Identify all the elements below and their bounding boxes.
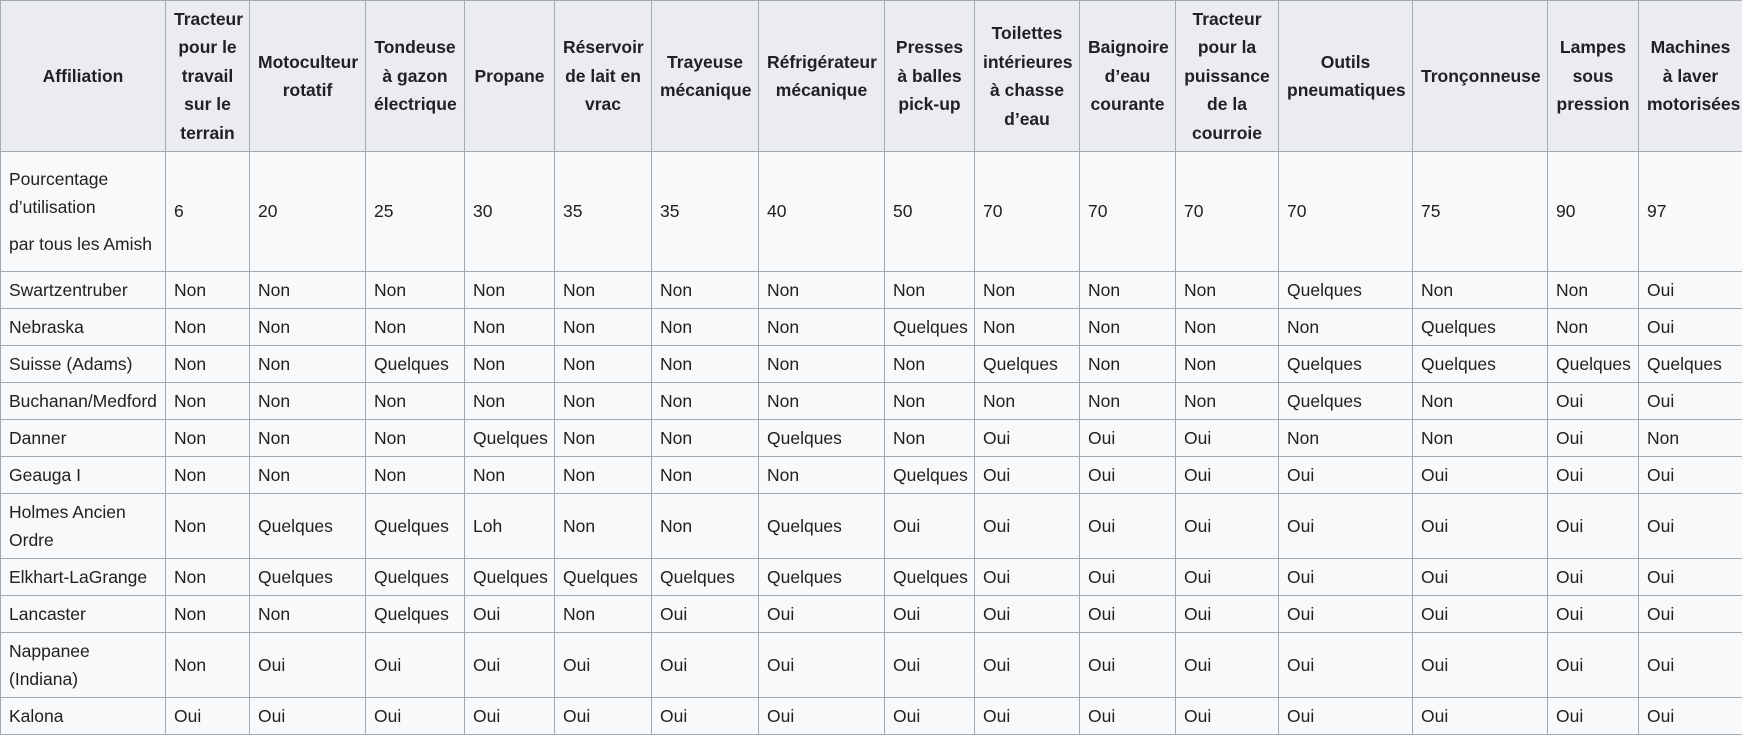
value-cell: Oui	[465, 633, 555, 698]
value-cell: Quelques	[250, 494, 366, 559]
affiliation-cell: Lancaster	[1, 596, 166, 633]
percentage-value: 70	[1176, 152, 1279, 272]
value-cell: Non	[1176, 346, 1279, 383]
header-cell: Tracteur pour la puissance de la courroie	[1176, 1, 1279, 152]
value-cell: Non	[555, 457, 652, 494]
value-cell: Non	[250, 420, 366, 457]
value-cell: Non	[555, 420, 652, 457]
value-cell: Quelques	[759, 494, 885, 559]
value-cell: Oui	[975, 420, 1080, 457]
affiliation-cell: Nappanee (Indiana)	[1, 633, 166, 698]
value-cell: Oui	[1279, 633, 1413, 698]
value-cell: Oui	[1639, 457, 1742, 494]
percentage-value: 30	[465, 152, 555, 272]
percentage-value: 75	[1413, 152, 1548, 272]
value-cell: Oui	[1080, 633, 1176, 698]
percentage-label-line2: par tous les Amish	[9, 230, 157, 259]
value-cell: Non	[465, 457, 555, 494]
affiliation-cell: Holmes Ancien Ordre	[1, 494, 166, 559]
value-cell: Oui	[1548, 559, 1639, 596]
value-cell: Non	[1080, 272, 1176, 309]
value-cell: Quelques	[555, 559, 652, 596]
value-cell: Oui	[1080, 596, 1176, 633]
value-cell: Oui	[1639, 309, 1742, 346]
value-cell: Non	[555, 596, 652, 633]
value-cell: Oui	[652, 596, 759, 633]
value-cell: Non	[1413, 272, 1548, 309]
value-cell: Non	[1279, 309, 1413, 346]
value-cell: Oui	[1413, 494, 1548, 559]
value-cell: Oui	[1639, 494, 1742, 559]
value-cell: Non	[1176, 272, 1279, 309]
header-row	[1, 1, 1742, 152]
value-cell: Oui	[885, 596, 975, 633]
value-cell: Non	[555, 272, 652, 309]
value-cell: Oui	[975, 698, 1080, 735]
value-cell: Non	[1279, 420, 1413, 457]
value-cell: Quelques	[1413, 309, 1548, 346]
percentage-value: 70	[975, 152, 1080, 272]
value-cell: Quelques	[366, 346, 465, 383]
value-cell: Non	[555, 346, 652, 383]
value-cell: Oui	[1548, 494, 1639, 559]
value-cell: Quelques	[1279, 383, 1413, 420]
value-cell: Non	[166, 596, 250, 633]
affiliation-cell: Geauga I	[1, 457, 166, 494]
value-cell: Non	[1080, 346, 1176, 383]
value-cell: Non	[885, 346, 975, 383]
value-cell: Oui	[759, 698, 885, 735]
value-cell: Oui	[1413, 633, 1548, 698]
value-cell: Oui	[759, 596, 885, 633]
value-cell: Quelques	[975, 346, 1080, 383]
affiliation-cell: Kalona	[1, 698, 166, 735]
value-cell: Oui	[1639, 383, 1742, 420]
value-cell: Oui	[1080, 457, 1176, 494]
value-cell: Oui	[1548, 383, 1639, 420]
value-cell: Non	[1548, 272, 1639, 309]
value-cell: Oui	[975, 457, 1080, 494]
value-cell: Oui	[1639, 633, 1742, 698]
value-cell: Oui	[1548, 457, 1639, 494]
value-cell: Non	[166, 420, 250, 457]
value-cell: Quelques	[652, 559, 759, 596]
value-cell: Non	[166, 346, 250, 383]
value-cell: Oui	[975, 559, 1080, 596]
value-cell: Non	[166, 309, 250, 346]
header-cell: Toilettes intérieures à chasse d’eau	[975, 1, 1080, 152]
value-cell: Oui	[465, 698, 555, 735]
value-cell: Oui	[1548, 596, 1639, 633]
value-cell: Oui	[885, 633, 975, 698]
value-cell: Oui	[885, 698, 975, 735]
value-cell: Non	[166, 272, 250, 309]
value-cell: Non	[366, 457, 465, 494]
value-cell: Oui	[250, 698, 366, 735]
value-cell: Oui	[1176, 698, 1279, 735]
value-cell: Non	[250, 272, 366, 309]
value-cell: Oui	[1639, 272, 1742, 309]
value-cell: Non	[1639, 420, 1742, 457]
value-cell: Non	[759, 346, 885, 383]
value-cell: Non	[885, 420, 975, 457]
value-cell: Quelques	[885, 559, 975, 596]
value-cell: Non	[1176, 383, 1279, 420]
table-body	[1, 152, 1742, 735]
value-cell: Non	[652, 457, 759, 494]
table-row	[1, 383, 1742, 420]
value-cell: Non	[366, 383, 465, 420]
value-cell: Oui	[1548, 633, 1639, 698]
value-cell: Quelques	[1548, 346, 1639, 383]
value-cell: Non	[250, 346, 366, 383]
percentage-row	[1, 152, 1742, 272]
value-cell: Non	[250, 309, 366, 346]
value-cell: Non	[465, 346, 555, 383]
value-cell: Non	[166, 457, 250, 494]
value-cell: Oui	[1176, 494, 1279, 559]
value-cell: Oui	[1279, 494, 1413, 559]
value-cell: Quelques	[885, 457, 975, 494]
value-cell: Oui	[1279, 596, 1413, 633]
value-cell: Non	[759, 457, 885, 494]
value-cell: Non	[250, 596, 366, 633]
value-cell: Oui	[1279, 559, 1413, 596]
value-cell: Oui	[1548, 420, 1639, 457]
value-cell: Quelques	[465, 420, 555, 457]
value-cell: Oui	[1176, 559, 1279, 596]
header-cell: Réservoir de lait en vrac	[555, 1, 652, 152]
value-cell: Non	[1548, 309, 1639, 346]
value-cell: Non	[555, 494, 652, 559]
value-cell: Oui	[975, 494, 1080, 559]
value-cell: Oui	[1413, 559, 1548, 596]
percentage-value: 25	[366, 152, 465, 272]
value-cell: Non	[366, 309, 465, 346]
value-cell: Non	[465, 272, 555, 309]
value-cell: Oui	[1080, 698, 1176, 735]
value-cell: Non	[759, 383, 885, 420]
header-cell: Tondeuse à gazon électrique	[366, 1, 465, 152]
table-row	[1, 346, 1742, 383]
value-cell: Non	[166, 633, 250, 698]
value-cell: Non	[975, 272, 1080, 309]
value-cell: Oui	[1639, 698, 1742, 735]
value-cell: Oui	[555, 633, 652, 698]
header-affiliation: Affiliation	[1, 1, 166, 152]
value-cell: Quelques	[1413, 346, 1548, 383]
value-cell: Oui	[1080, 494, 1176, 559]
value-cell: Oui	[1413, 698, 1548, 735]
value-cell: Non	[652, 494, 759, 559]
header-cell: Réfrigérateur mécanique	[759, 1, 885, 152]
value-cell: Non	[759, 272, 885, 309]
value-cell: Oui	[1413, 596, 1548, 633]
table-row	[1, 559, 1742, 596]
value-cell: Oui	[1548, 698, 1639, 735]
header-cell: Baignoire d’eau courante	[1080, 1, 1176, 152]
affiliation-cell: Swartzentruber	[1, 272, 166, 309]
value-cell: Non	[166, 559, 250, 596]
percentage-value: 50	[885, 152, 975, 272]
value-cell: Non	[166, 494, 250, 559]
value-cell: Non	[975, 309, 1080, 346]
value-cell: Quelques	[465, 559, 555, 596]
percentage-value: 40	[759, 152, 885, 272]
value-cell: Non	[1413, 420, 1548, 457]
value-cell: Oui	[652, 633, 759, 698]
percentage-value: 35	[555, 152, 652, 272]
percentage-value: 35	[652, 152, 759, 272]
value-cell: Oui	[1279, 698, 1413, 735]
value-cell: Non	[652, 272, 759, 309]
table-row	[1, 309, 1742, 346]
percentage-value: 97	[1639, 152, 1742, 272]
header-cell: Trayeuse mécanique	[652, 1, 759, 152]
header-cell: Tracteur pour le travail sur le terrain	[166, 1, 250, 152]
percentage-label-line1: Pourcentage d’utilisation	[9, 169, 108, 218]
value-cell: Oui	[1176, 633, 1279, 698]
value-cell: Non	[250, 457, 366, 494]
value-cell: Non	[1413, 383, 1548, 420]
value-cell: Oui	[555, 698, 652, 735]
table-row	[1, 633, 1742, 698]
value-cell: Non	[652, 346, 759, 383]
affiliation-cell: Danner	[1, 420, 166, 457]
value-cell: Oui	[1639, 559, 1742, 596]
value-cell: Loh	[465, 494, 555, 559]
value-cell: Non	[975, 383, 1080, 420]
value-cell: Oui	[885, 494, 975, 559]
table-row	[1, 596, 1742, 633]
value-cell: Oui	[1176, 420, 1279, 457]
value-cell: Non	[366, 420, 465, 457]
value-cell: Non	[166, 383, 250, 420]
value-cell: Oui	[1080, 420, 1176, 457]
value-cell: Quelques	[366, 494, 465, 559]
value-cell: Non	[652, 420, 759, 457]
value-cell: Oui	[1413, 457, 1548, 494]
value-cell: Oui	[1279, 457, 1413, 494]
value-cell: Non	[1080, 383, 1176, 420]
value-cell: Quelques	[1279, 346, 1413, 383]
value-cell: Quelques	[250, 559, 366, 596]
value-cell: Oui	[975, 596, 1080, 633]
percentage-value: 6	[166, 152, 250, 272]
value-cell: Non	[759, 309, 885, 346]
percentage-value: 70	[1080, 152, 1176, 272]
value-cell: Non	[555, 309, 652, 346]
table-row	[1, 457, 1742, 494]
value-cell: Oui	[250, 633, 366, 698]
value-cell: Non	[465, 383, 555, 420]
value-cell: Oui	[465, 596, 555, 633]
value-cell: Non	[652, 383, 759, 420]
value-cell: Non	[652, 309, 759, 346]
percentage-value: 70	[1279, 152, 1413, 272]
table-row	[1, 494, 1742, 559]
value-cell: Oui	[1080, 559, 1176, 596]
percentage-label-cell	[1, 152, 166, 272]
table-row	[1, 420, 1742, 457]
value-cell: Quelques	[366, 596, 465, 633]
header-cell: Propane	[465, 1, 555, 152]
header-cell: Tronçonneuse	[1413, 1, 1548, 152]
value-cell: Quelques	[885, 309, 975, 346]
value-cell: Oui	[1639, 596, 1742, 633]
value-cell: Non	[366, 272, 465, 309]
value-cell: Quelques	[366, 559, 465, 596]
value-cell: Oui	[1176, 596, 1279, 633]
affiliation-cell: Suisse (Adams)	[1, 346, 166, 383]
table-row	[1, 272, 1742, 309]
value-cell: Non	[555, 383, 652, 420]
percentage-value: 20	[250, 152, 366, 272]
value-cell: Oui	[759, 633, 885, 698]
value-cell: Oui	[366, 698, 465, 735]
affiliation-cell: Nebraska	[1, 309, 166, 346]
value-cell: Non	[465, 309, 555, 346]
value-cell: Non	[250, 383, 366, 420]
value-cell: Non	[885, 383, 975, 420]
value-cell: Oui	[366, 633, 465, 698]
percentage-value: 90	[1548, 152, 1639, 272]
value-cell: Quelques	[1639, 346, 1742, 383]
value-cell: Quelques	[1279, 272, 1413, 309]
value-cell: Oui	[1176, 457, 1279, 494]
value-cell: Oui	[652, 698, 759, 735]
header-cell: Motoculteur rotatif	[250, 1, 366, 152]
value-cell: Non	[1080, 309, 1176, 346]
header-cell: Lampes sous pression	[1548, 1, 1639, 152]
value-cell: Oui	[975, 633, 1080, 698]
affiliation-cell: Elkhart-LaGrange	[1, 559, 166, 596]
header-cell: Machines à laver motorisées	[1639, 1, 1742, 152]
value-cell: Oui	[166, 698, 250, 735]
header-cell: Presses à balles pick-up	[885, 1, 975, 152]
affiliation-cell: Buchanan/Medford	[1, 383, 166, 420]
value-cell: Quelques	[759, 420, 885, 457]
value-cell: Quelques	[759, 559, 885, 596]
header-cell: Outils pneumatiques	[1279, 1, 1413, 152]
value-cell: Non	[1176, 309, 1279, 346]
value-cell: Non	[885, 272, 975, 309]
